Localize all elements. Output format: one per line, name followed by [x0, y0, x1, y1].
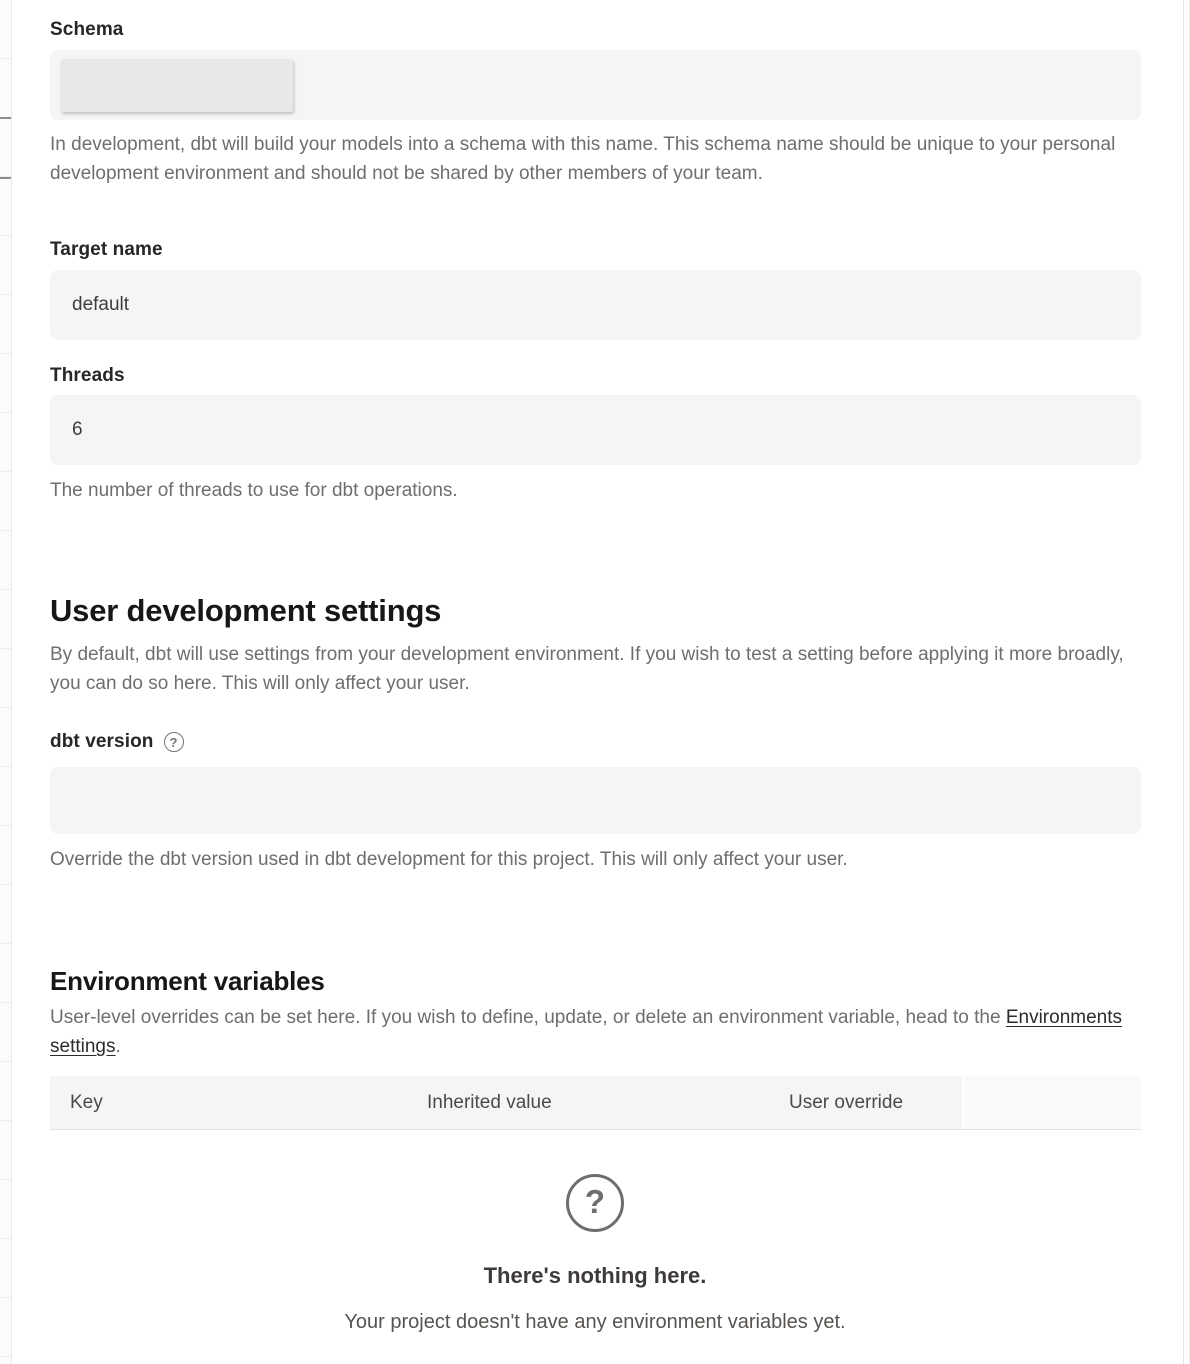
- threads-help-text: The number of threads to use for dbt operations.: [50, 480, 458, 501]
- dbt-version-help-text: Override the dbt version used in dbt development for this project. This will only affect your user.: [50, 849, 848, 870]
- column-header-inherited-value: Inherited value: [407, 1076, 769, 1129]
- column-header-actions: [962, 1076, 1141, 1129]
- environment-variables-title: Environment variables: [50, 966, 325, 996]
- schema-masked-value: [61, 59, 293, 112]
- column-header-key: Key: [50, 1076, 407, 1129]
- environment-variables-description: [50, 1003, 1141, 1061]
- target-name-input[interactable]: [50, 270, 1141, 340]
- schema-input[interactable]: [50, 50, 1141, 120]
- column-header-user-override: User override: [769, 1076, 962, 1129]
- dbt-version-help-icon[interactable]: ?: [164, 732, 184, 752]
- env-description-period: .: [115, 1036, 121, 1057]
- threads-label: Threads: [50, 365, 125, 386]
- right-panel-border: [1183, 0, 1184, 1364]
- user-development-settings-description: By default, dbt will use settings from your development environment. If you wish to test a setting before applying it more broadly, you can do so here. This will only affect your user.: [50, 644, 1124, 694]
- question-circle-icon: ?: [566, 1174, 624, 1232]
- dbt-version-label: dbt version: [50, 731, 154, 752]
- schema-label: Schema: [50, 19, 124, 40]
- left-panel-edge: [0, 0, 12, 1364]
- env-vars-table-header: [50, 1076, 1141, 1130]
- dbt-version-input[interactable]: [50, 767, 1141, 834]
- panel-separator: [0, 177, 11, 179]
- empty-state-subtitle: Your project doesn't have any environment variables yet.: [344, 1311, 846, 1333]
- target-name-label: Target name: [50, 239, 163, 260]
- schema-help-text: In development, dbt will build your models into a schema with this name. This schema name should be unique to your personal development environment and should not be shared by other members of your team.: [50, 134, 1116, 184]
- user-development-settings-title: User development settings: [50, 593, 442, 628]
- threads-input[interactable]: [50, 395, 1141, 465]
- environments-settings-link[interactable]: Environments settings: [50, 1007, 1123, 1057]
- env-description-text: User-level overrides can be set here. If you wish to define, update, or delete an environment variable, head to the: [50, 1007, 1006, 1028]
- empty-state-title: There's nothing here.: [483, 1263, 707, 1288]
- dbt-version-label-row: [50, 731, 1141, 753]
- panel-separator: [0, 117, 11, 119]
